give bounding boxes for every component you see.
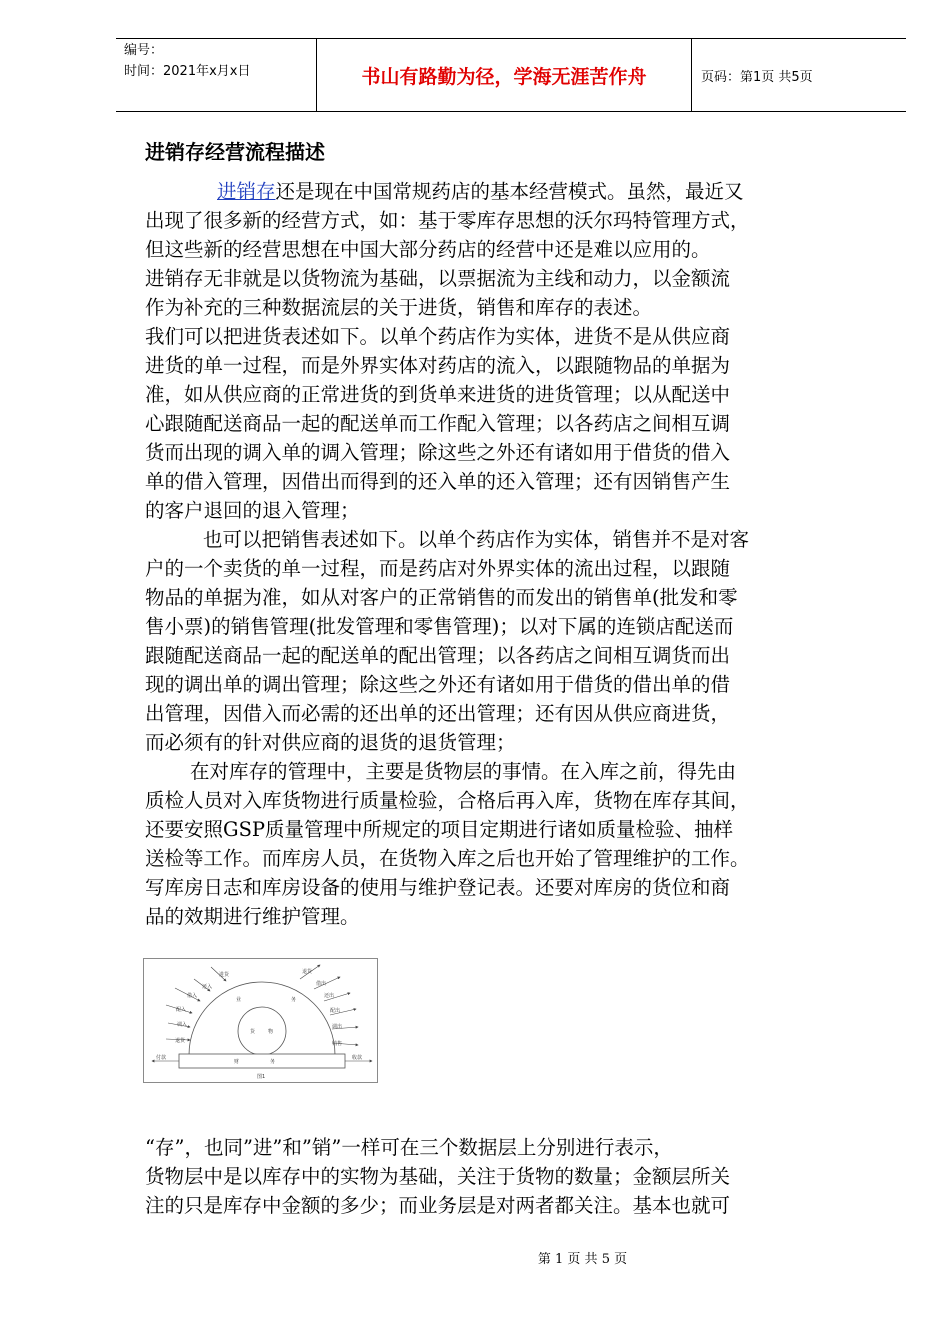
in-label-4: 配入	[176, 1007, 187, 1013]
paragraph-4: 也可以把销售表述如下。以单个药店作为实体，销售并不是对客 户的一个卖货的单一过程，而是药店对外界实体的流出过程，以跟随 物品的单据为准，如从对客户的正常销售的而发出的销售单(批发和零 售小票)的销售管理(批发管理和零售管理)；以对下属的连锁店配送而 跟随配送商品一起的配送单的配出管理；以各药店之间相互调货而出 现的调出单的调出管理；除这些之外还有诸如用于借货的借出单的借 出管理，因借入而必需的还出单的还出管理；还有因从供应商进货， 而必须有的针对供应商的退货的退货管理；	[145, 528, 750, 754]
header-page-info: 页码：第1页 共5页	[701, 69, 813, 85]
business-label-right: 务	[291, 997, 297, 1003]
out-label-1: 退货	[302, 969, 313, 975]
page-title: 进销存经营流程描述	[145, 140, 325, 164]
in-label-2: 还入	[202, 984, 213, 990]
goods-layer-circle	[238, 1007, 286, 1055]
in-label-3: 借入	[187, 993, 198, 999]
in-label-5: 调入	[177, 1022, 188, 1028]
finance-label-right: 务	[270, 1059, 276, 1065]
flow-diagram-svg	[144, 959, 379, 1084]
paragraph-6: “存”，也同”进”和”销”一样可在三个数据层上分别进行表示， 货物层中是以库存中的实物为基础，关注于货物的数量；金额层所关 注的只是库存中金额的多少；而业务层是对两者都关注。基本也就可	[145, 1136, 731, 1217]
number-label: 编号：	[124, 43, 164, 58]
finance-label-left: 财	[234, 1059, 240, 1065]
paragraph-3: 我们可以把进货表述如下。以单个药店作为实体，进货不是从供应商 进货的单一过程，而是外界实体对药店的流入，以跟随物品的单据为 准，如从供应商的正常进货的到货单来进货的进货管理；以从配送中 心跟随配送商品一起的配送单而工作配入管理；以各药店之间相互调 货而出现的调入单的调入管理；除这些之外还有诸如用于借货的借入 单的借入管理，因借出而得到的还入单的还入管理；还有因销售产生 的客户退回的退入管理；	[145, 325, 731, 522]
in-label-1: 进货	[219, 972, 230, 978]
figure-caption: 图1	[257, 1074, 266, 1080]
header-meta-cell	[116, 39, 316, 111]
out-label-6: 销售	[332, 1041, 343, 1047]
in-label-6: 退货	[175, 1038, 186, 1044]
out-label-4: 配出	[330, 1008, 341, 1014]
finance-layer-bar	[179, 1054, 345, 1068]
paragraph-5: 在对库存的管理中，主要是货物层的事情。在入库之前，得先由 质检人员对入库货物进行质量检验，合格后再入库，货物在库存其间， 还要安照GSP质量管理中所规定的项目定期进行诸如质量检验、抽样 送检等工作。而库房人员，在货物入库之后也开始了管理维护的工作。 写库房日志和库房设备的使用与维护登记表。还要对库房的货位和商 品的效期进行维护管理。	[145, 760, 750, 928]
pay-flow-label: 付款	[156, 1055, 167, 1061]
out-label-2: 借出	[316, 981, 327, 987]
page-footer	[0, 1248, 950, 1267]
paragraph-1: 进销存还是现在中国常规药店的基本经营模式。虽然，最近又 出现了很多新的经营方式，如：基于零库存思想的沃尔玛特管理方式， 但这些新的经营思想在中国大部分药店的经营中还是难以应用的。	[145, 180, 750, 261]
out-label-5: 调出	[332, 1024, 343, 1030]
paragraph-2: 进销存无非就是以货物流为基础，以票据流为主线和动力，以金额流 作为补充的三种数据流层的关于进货，销售和库存的表述。	[145, 267, 731, 319]
goods-label-right: 物	[268, 1029, 274, 1035]
header-motto: 书山有路勤为径，学海无涯苦作舟	[316, 39, 692, 111]
footer-page-number: 第 1 页 共 5 页	[537, 1252, 628, 1267]
link-jinxiaocun[interactable]: 进销存	[217, 180, 276, 203]
goods-label-left: 货	[250, 1029, 256, 1035]
business-label-left: 业	[236, 997, 242, 1003]
flow-diagram	[143, 958, 378, 1083]
out-label-3: 还出	[324, 993, 335, 999]
receive-flow-label: 收款	[352, 1055, 363, 1061]
document-header	[116, 38, 906, 112]
time-label: 时间：2021年x月x日	[124, 64, 251, 79]
